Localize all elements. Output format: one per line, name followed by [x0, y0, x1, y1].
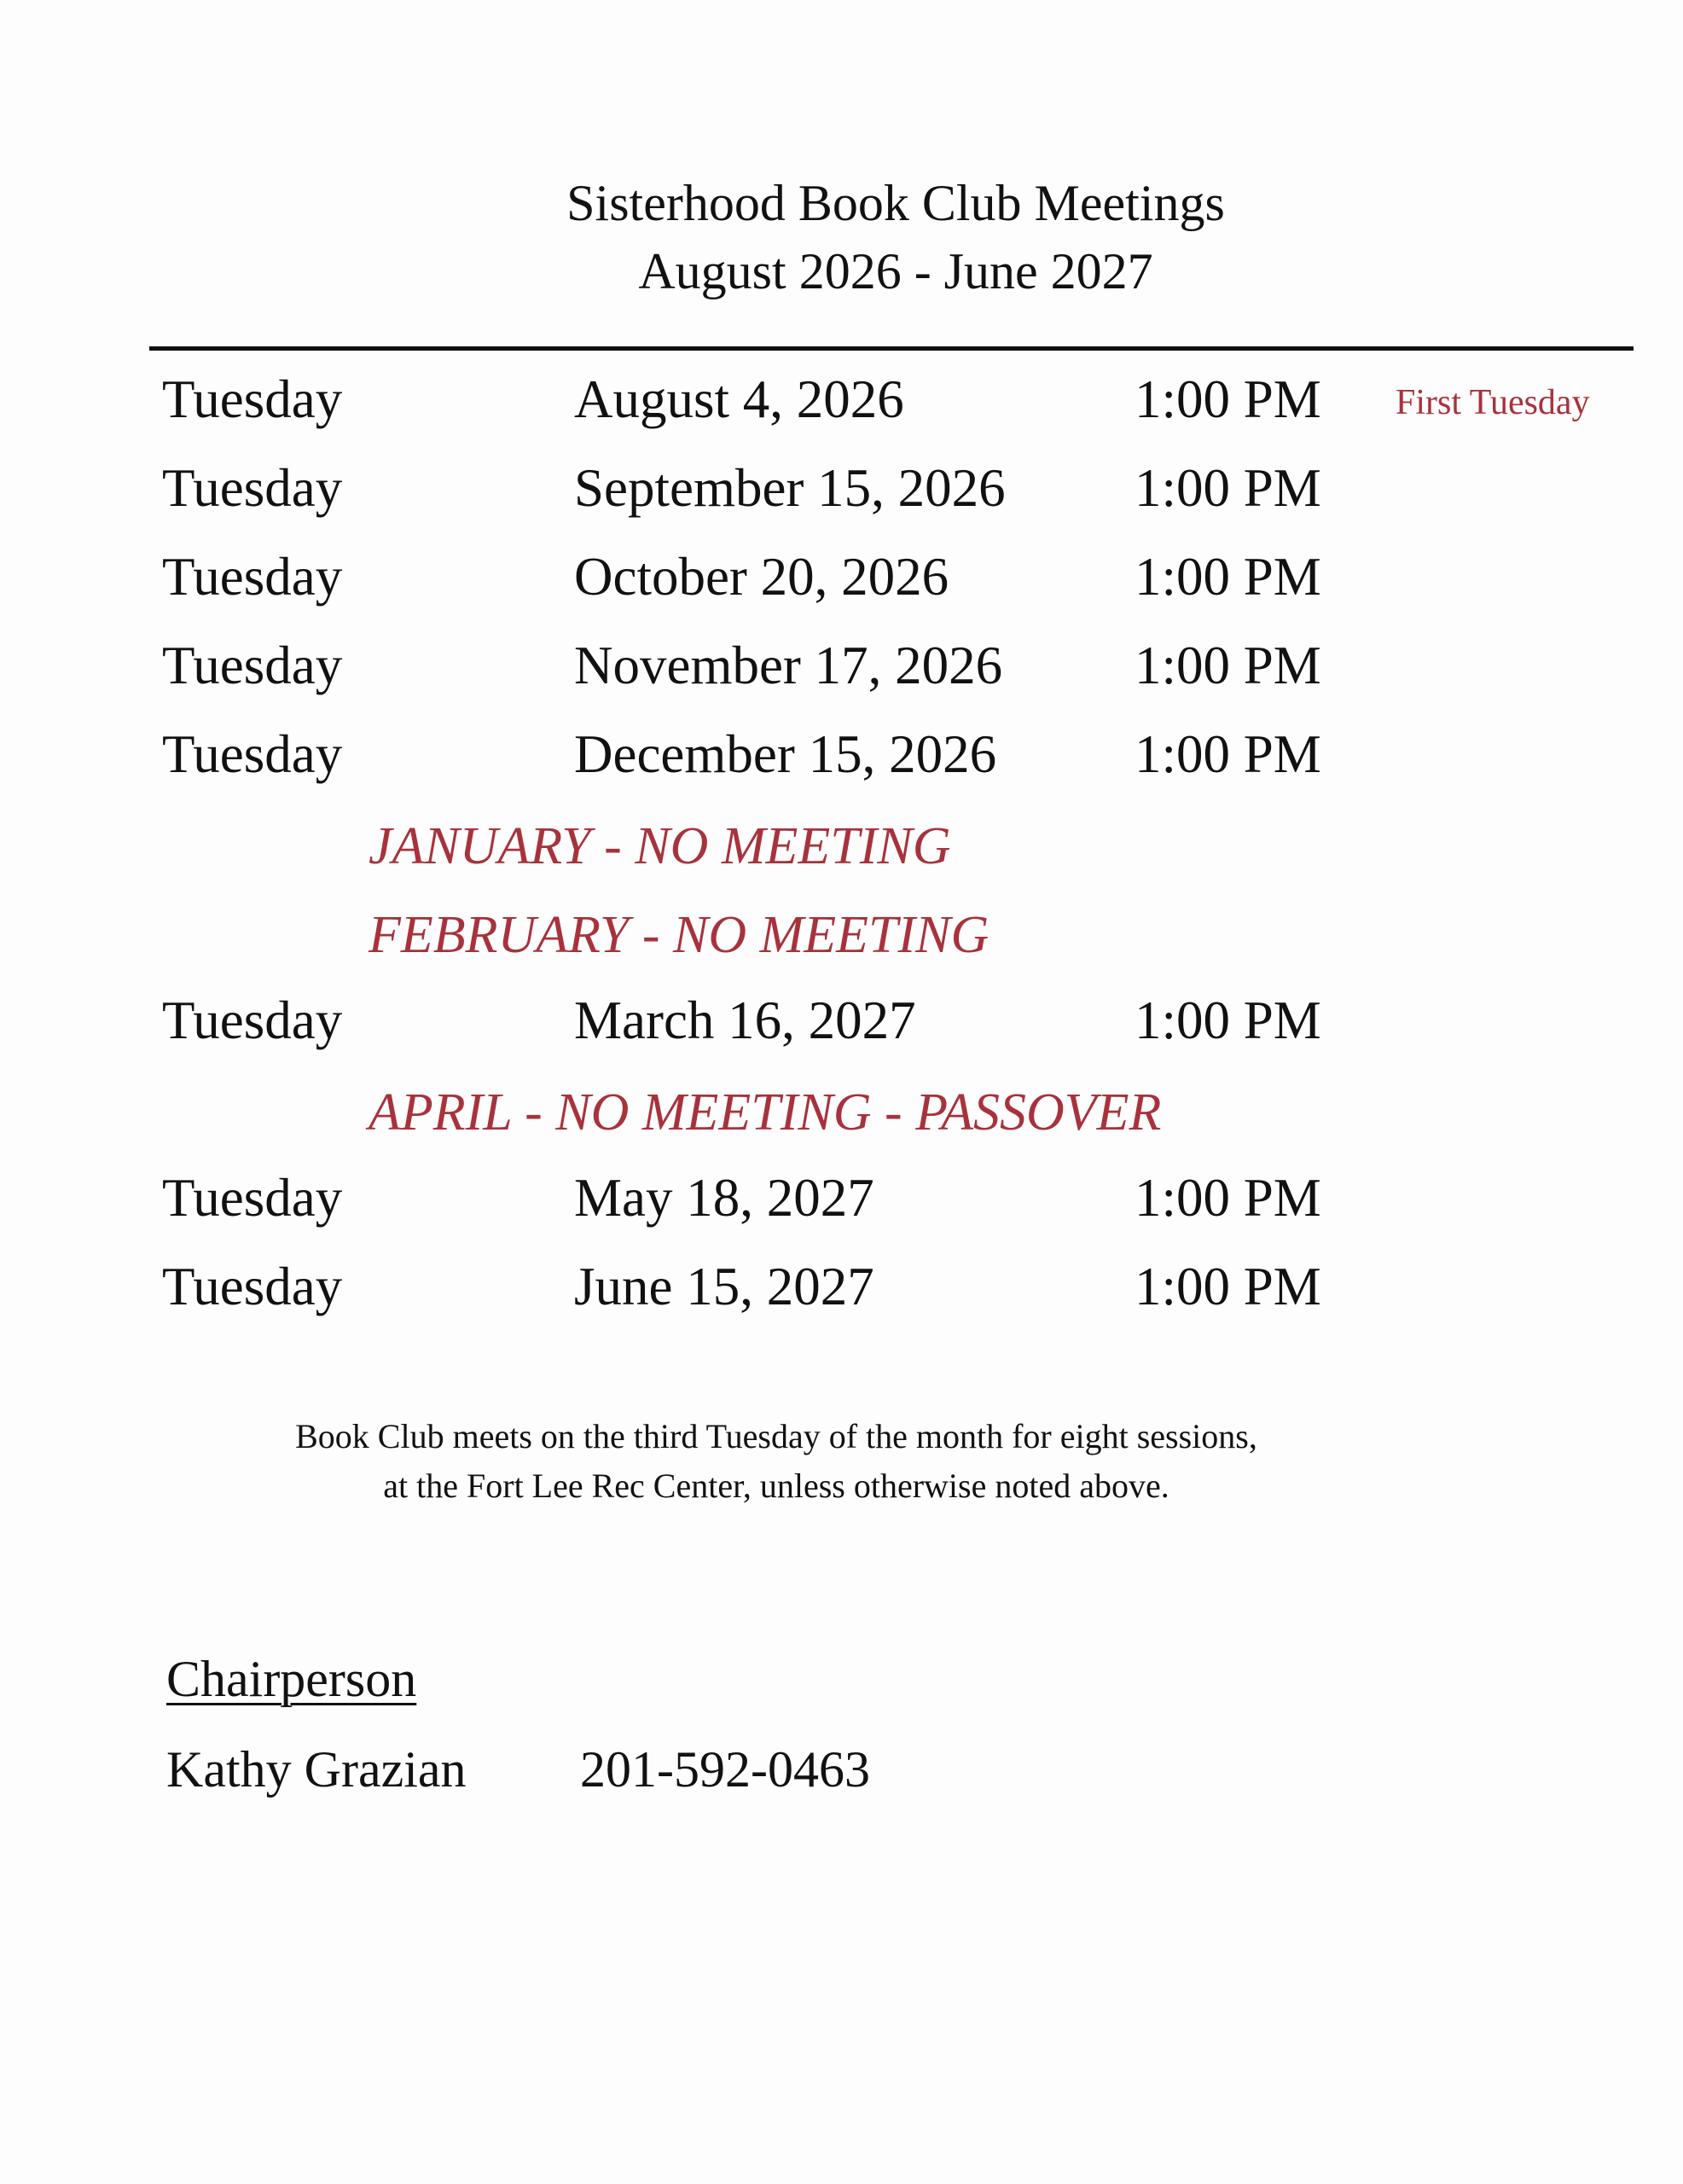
chairperson-label: Chairperson	[166, 1651, 417, 1707]
meeting-day: Tuesday	[162, 1257, 343, 1316]
header-divider	[149, 346, 1634, 351]
meeting-date: October 20, 2026	[574, 547, 949, 607]
meeting-date: June 15, 2027	[574, 1257, 874, 1316]
meeting-row-november	[0, 631, 1683, 700]
meeting-time: 1:00 PM	[1135, 1257, 1321, 1316]
no-meeting-april: APRIL - NO MEETING - PASSOVER	[369, 1083, 1162, 1141]
chairperson-name: Kathy Grazian	[166, 1741, 467, 1798]
meeting-time: 1:00 PM	[1135, 458, 1321, 518]
meeting-time: 1:00 PM	[1135, 636, 1321, 695]
meeting-row-may	[0, 1164, 1683, 1232]
meeting-row-october	[0, 543, 1683, 611]
meeting-day: Tuesday	[162, 990, 343, 1050]
footnote-line-1: Book Club meets on the third Tuesday of the month for eight sessions,	[295, 1417, 1257, 1455]
meeting-time: 1:00 PM	[1135, 547, 1321, 607]
meeting-note: First Tuesday	[1396, 383, 1590, 422]
meeting-date: November 17, 2026	[574, 636, 1003, 695]
document-title: Sisterhood Book Club Meetings	[566, 175, 1225, 231]
meeting-time: 1:00 PM	[1135, 1168, 1321, 1228]
meeting-time: 1:00 PM	[1135, 990, 1321, 1050]
meeting-day: Tuesday	[162, 547, 343, 607]
meeting-date: September 15, 2026	[574, 458, 1006, 518]
no-meeting-january: JANUARY - NO MEETING	[369, 817, 951, 875]
meeting-row-august	[0, 365, 1683, 433]
document-subtitle: August 2026 - June 2027	[638, 243, 1153, 299]
meeting-day: Tuesday	[162, 458, 343, 518]
meeting-day: Tuesday	[162, 636, 343, 695]
meeting-date: May 18, 2027	[574, 1168, 874, 1228]
meeting-time: 1:00 PM	[1135, 369, 1321, 429]
schedule-footnote	[0, 1412, 1552, 1511]
meeting-date: December 15, 2026	[574, 724, 997, 784]
meeting-time: 1:00 PM	[1135, 724, 1321, 784]
meeting-date: August 4, 2026	[574, 369, 904, 429]
meeting-day: Tuesday	[162, 369, 343, 429]
meeting-row-march	[0, 986, 1683, 1054]
meeting-row-june	[0, 1252, 1683, 1321]
meeting-day: Tuesday	[162, 724, 343, 784]
document-header	[0, 169, 1683, 305]
meeting-row-september	[0, 454, 1683, 522]
footnote-line-2: at the Fort Lee Rec Center, unless otherwise noted above.	[383, 1467, 1169, 1505]
chairperson-phone: 201-592-0463	[580, 1741, 870, 1798]
meeting-row-december	[0, 720, 1683, 788]
meeting-day: Tuesday	[162, 1168, 343, 1228]
meeting-date: March 16, 2027	[574, 990, 916, 1050]
no-meeting-february: FEBRUARY - NO MEETING	[369, 906, 989, 964]
